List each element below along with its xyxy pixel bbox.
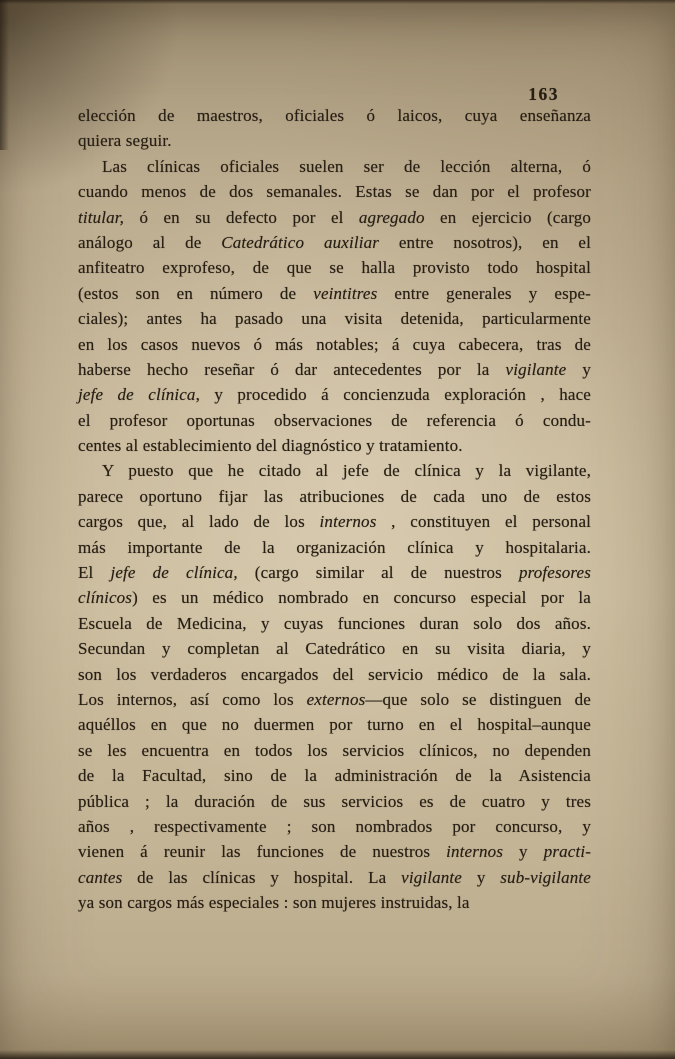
body-text: (estos son en número de [78, 283, 314, 303]
body-text: aquéllos en que no duermen por turno en el hospital–aunque [78, 715, 591, 735]
italic-text: internos [446, 842, 504, 862]
body-text: haberse hecho reseñar ó dar antecedentes por la [78, 359, 506, 379]
body-text: elección de maestros, oficiales ó laicos, cuya enseñanza [78, 106, 591, 125]
body-text: se les encuentra en todos los servicios clínicos, no dependen [78, 740, 591, 760]
text-line [78, 230, 591, 255]
italic-text: profesores [518, 563, 591, 583]
body-text: cuando menos de dos semanales. Estas se dan por el profesor [78, 182, 591, 202]
body-text: cargos que, al lado de los [78, 512, 320, 532]
text-line [78, 433, 591, 458]
text-line [78, 332, 591, 357]
text-line [78, 636, 591, 661]
text-line [78, 306, 591, 331]
body-text: de las clínicas y hospital. La [122, 867, 402, 887]
body-text: entre nosotros), en el [379, 232, 592, 252]
body-text: en los casos nuevos ó más notables; á cuya cabecera, tras de [78, 334, 591, 354]
text-line [78, 255, 591, 280]
body-text: en ejercicio (cargo [424, 207, 591, 227]
page-top-edge-shadow [0, 0, 675, 4]
text-line [78, 103, 591, 128]
body-text: y [566, 359, 591, 379]
text-line [78, 687, 591, 712]
body-text: Los internos, así como los [78, 689, 307, 709]
body-text: entre generales y espe- [377, 283, 591, 303]
page-number: 163 [528, 84, 559, 104]
text-line [78, 763, 591, 788]
text-line [78, 611, 591, 636]
page-text [78, 103, 591, 916]
body-text: pública ; la duración de sus servicios es de cuatro y tres [78, 791, 591, 811]
body-text: de la Facultad, sino de la administración de la Asistencia [78, 766, 591, 786]
body-text: Escuela de Medicina, y cuyas funciones duran solo dos años. [78, 613, 591, 633]
body-text: Y puesto que he citado al jefe de clínica y la vigilante, [102, 461, 591, 481]
page-bottom-edge-shadow [0, 1050, 675, 1059]
text-line [78, 281, 591, 306]
body-text: ) es un médico nombrado en concurso especial por la [132, 588, 591, 608]
body-text: Las clínicas oficiales suelen ser de lección alterna, ó [102, 156, 591, 176]
text-line [78, 814, 591, 839]
text-line [78, 408, 591, 433]
text-line [78, 205, 591, 230]
italic-text: vigilante [401, 867, 462, 887]
italic-text: vigilante [505, 359, 567, 379]
italic-text: jefe de clínica, [110, 563, 238, 583]
body-text: vienen á reunir las funciones de nuestros [78, 842, 447, 862]
body-text: quiera seguir. [78, 131, 172, 151]
italic-text: sub-vigilante [500, 867, 591, 887]
body-text: , constituyen el personal [376, 512, 592, 532]
body-text: son los verdaderos encargados del servicio médico de la sala. [78, 664, 591, 684]
body-text: anfiteatro exprofeso, de que se halla provisto todo hospital [78, 258, 591, 278]
italic-text: cantes [78, 867, 123, 887]
text-line [78, 179, 591, 204]
text-line [78, 560, 591, 585]
text-line [78, 128, 591, 153]
body-text: análogo al de [78, 232, 222, 252]
body-text: El [78, 563, 111, 583]
body-text: ó en su defecto por el [124, 207, 359, 227]
body-text: , y procedido á concienzuda exploración , hace [195, 385, 591, 405]
body-text: ciales); antes ha pasado una visita detenida, particularmente [78, 309, 591, 329]
body-text: el profesor oportunas observaciones de referencia ó condu- [78, 410, 591, 430]
italic-text: practi- [543, 842, 592, 862]
text-line [78, 865, 591, 890]
body-text: y [462, 867, 501, 887]
text-line [78, 535, 591, 560]
italic-text: Catedrático auxiliar [221, 232, 380, 252]
body-text: centes al establecimiento del diagnóstico y tratamiento. [78, 436, 463, 456]
body-text: ya son cargos más especiales : son mujeres instruidas, la [78, 893, 470, 913]
italic-text: veintitres [313, 283, 378, 303]
body-text: más importante de la organización clínica y hospitalaria. [78, 537, 591, 557]
page-left-edge-shadow [0, 0, 9, 150]
text-line [78, 662, 591, 687]
text-line [78, 789, 591, 814]
body-text: parece oportuno fijar las atribuciones de cada uno de estos [78, 486, 591, 506]
body-text: (cargo similar al de nuestros [237, 563, 519, 583]
italic-text: internos [319, 512, 377, 532]
body-text: Secundan y completan al Catedrático en su visita diaria, y [78, 639, 591, 659]
body-text: —que solo se distinguen de [365, 689, 592, 709]
text-line [78, 509, 591, 534]
italic-text: agregado [358, 207, 425, 227]
text-line [78, 357, 591, 382]
italic-text: clínicos [78, 588, 133, 608]
text-line [78, 585, 591, 610]
italic-text: jefe de clínica [78, 385, 196, 405]
text-line [78, 839, 591, 864]
italic-text: titular, [78, 207, 125, 227]
text-line [78, 154, 591, 179]
text-line [78, 458, 591, 483]
italic-text: externos [306, 689, 366, 709]
body-text: y [503, 842, 544, 862]
body-text: años , respectivamente ; son nombrados por concurso, y [78, 816, 591, 836]
text-line [78, 890, 591, 915]
text-line [78, 738, 591, 763]
text-line [78, 382, 591, 407]
text-line [78, 484, 591, 509]
text-line [78, 712, 591, 737]
